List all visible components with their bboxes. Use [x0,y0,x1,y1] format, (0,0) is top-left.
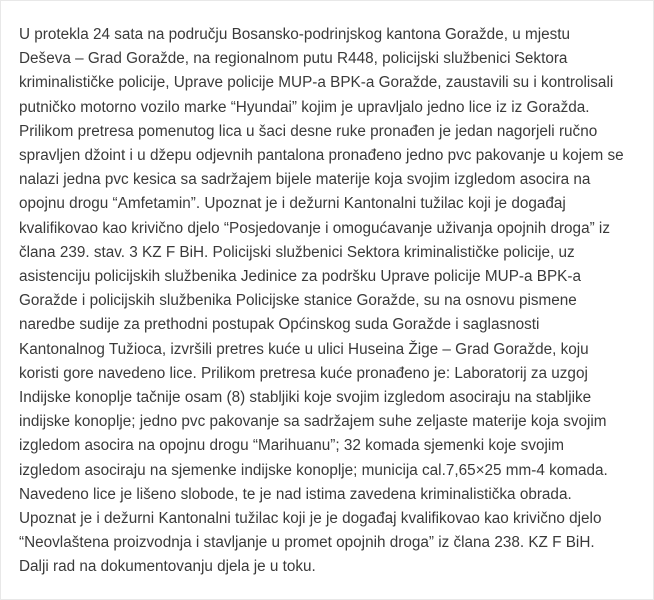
article-line: opojnu drogu “Amfetamin”. Upoznat je i dežurni Kantonalni tužilac koji je događaj [19,195,566,213]
article-line: kvalifikovao kao krivično djelo “Posjedovanje i omogućavanje uživanja opojnih droga” iz [19,219,610,237]
article-line: putničko motorno vozilo marke “Hyundai” kojim je upravljalo jedno lice iz iz Goražda. [19,98,590,116]
article-line: U protekla 24 sata na području Bosansko-podrinjskog kantona Goražde, u mjestu [19,26,571,43]
article-line: spravljen džoint i u džepu odjevnih pantalona pronađeno jedno pvc pakovanje u kojem se [19,147,624,165]
article-line: Prilikom pretresa pomenutog lica u šaci desne ruke pronađen je jedan nagorjeli ručno [19,122,598,140]
article-line: Deševa – Grad Goražde, na regionalnom putu R448, policijski službenici Sektora [19,50,568,68]
article-line: nalazi jedna pvc kesica sa sadržajem bijele materije koja svojim izgledom asocira na [19,171,591,189]
article-line: Dalji rad na dokumentovanju djela je u toku. [19,558,316,576]
article-line: Upoznat je i dežurni Kantonalni tužilac koji je je događaj kvalifikovao kao krivično djelo [19,510,602,528]
article-line: Goražde i policijskih službenika Policijske stanice Goražde, su na osnovu pismene [19,292,577,310]
article-line: “Neovlaštena proizvodnja i stavljanje u promet opojnih droga” iz člana 238. KZ F BiH. [19,534,595,552]
article-line: Kantonalnog Tužioca, izvršili pretres kuće u ulici Huseina Žige – Grad Goražde, koju [19,340,589,358]
article-line: izgledom asociraju na sjemenke indijske konoplje; municija cal.7,65×25 mm-4 komada. [19,461,608,479]
article-line: Navedeno lice je lišeno slobode, te je nad istima zavedena kriminalistička obrada. [19,485,572,503]
article-line: člana 239. stav. 3 KZ F BiH. Policijski službenici Sektora kriminalističke policije, uz [19,243,575,261]
article-body [19,23,649,580]
article-line: indijske konoplje; jedno pvc pakovanje sa sadržajem suhe zeljaste materije koja svojim [19,413,607,431]
article-line: Indijske konoplje tačnije osam (8) stabljiki koje svojim izgledom asociraju na stabljike [19,389,592,407]
article-line: kriminalističke policije, Uprave policije MUP-a BPK-a Goražde, zaustavili su i kontrolisali [19,74,614,92]
article-line: koristi gore navedeno lice. Prilikom pretresa kuće pronađeno je: Laboratorij za uzgoj [19,364,588,382]
article-line: asistenciju policijskih službenika Jedinice za podršku Uprave policije MUP-a BPK-a [19,268,581,286]
article-line: izgledom asocira na opojnu drogu “Marihuanu”; 32 komada sjemenki koje svojim [19,437,565,455]
article-line: naredbe sudije za prethodni postupak Općinskog suda Goražde i saglasnosti [19,316,540,334]
